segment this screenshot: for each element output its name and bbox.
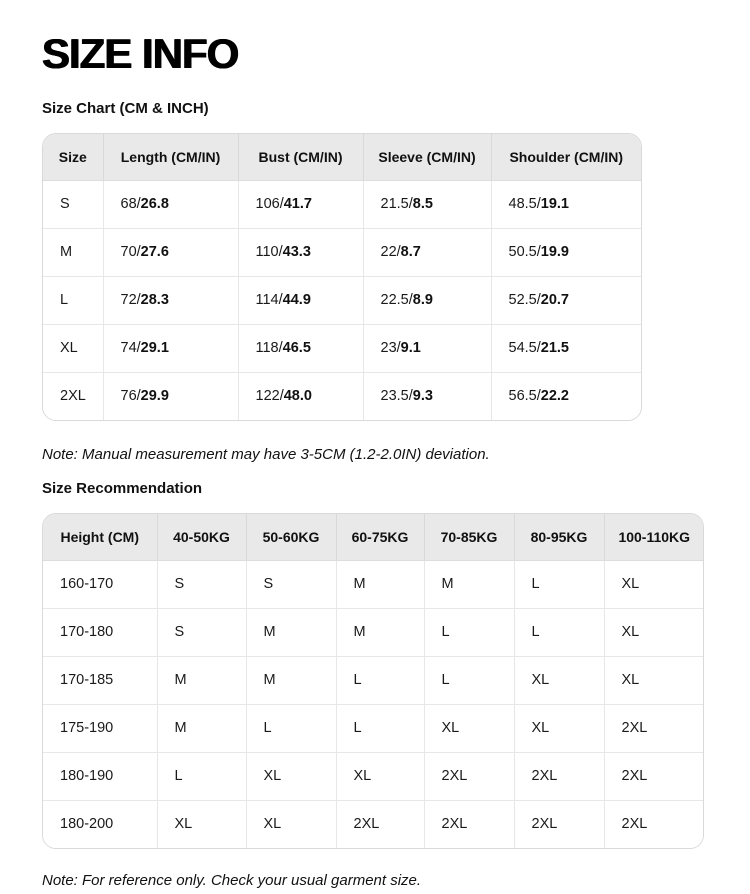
recommended-size-cell: M	[336, 608, 424, 656]
inch-value: 44.9	[282, 292, 311, 309]
size-recommendation-column-header: 40-50KG	[157, 514, 246, 560]
size-recommendation-table	[42, 513, 704, 849]
height-range-cell: 180-200	[43, 800, 157, 848]
size-label-cell: XL	[43, 324, 103, 372]
recommended-size-cell: XL	[604, 608, 704, 656]
size-chart-heading: Size Chart (CM & INCH)	[42, 100, 209, 118]
page-title: SIZE INFO	[42, 30, 239, 77]
size-recommendation-column-header: 100-110KG	[604, 514, 704, 560]
recommended-size-cell: 2XL	[604, 752, 704, 800]
inch-value: 28.3	[140, 292, 169, 309]
size-chart-column-header: Shoulder (CM/IN)	[491, 134, 641, 180]
recommended-size-cell: L	[424, 656, 514, 704]
inch-value: 29.1	[140, 340, 169, 357]
measurement-cell: 114/44.9	[238, 276, 363, 324]
recommended-size-cell: L	[157, 752, 246, 800]
size-chart-row	[43, 228, 641, 276]
recommended-size-cell: XL	[514, 704, 604, 752]
measurement-cell: 54.5/21.5	[491, 324, 641, 372]
recommended-size-cell: L	[336, 656, 424, 704]
measurement-cell: 48.5/19.1	[491, 180, 641, 228]
measurement-cell: 76/29.9	[103, 372, 238, 420]
size-recommendation-note: Note: For reference only. Check your usual garment size.	[42, 872, 422, 890]
inch-value: 48.0	[283, 388, 312, 405]
measurement-cell: 110/43.3	[238, 228, 363, 276]
inch-value: 20.7	[540, 292, 569, 309]
size-recommendation-column-header: 50-60KG	[246, 514, 336, 560]
inch-value: 8.5	[412, 196, 433, 213]
inch-value: 21.5	[540, 340, 569, 357]
recommended-size-cell: 2XL	[514, 752, 604, 800]
recommended-size-cell: M	[246, 656, 336, 704]
recommended-size-cell: L	[424, 608, 514, 656]
measurement-cell: 52.5/20.7	[491, 276, 641, 324]
size-chart-column-header: Sleeve (CM/IN)	[363, 134, 491, 180]
recommended-size-cell: M	[157, 704, 246, 752]
recommended-size-cell: S	[157, 560, 246, 608]
inch-value: 19.1	[540, 196, 569, 213]
size-recommendation-column-header: 60-75KG	[336, 514, 424, 560]
recommended-size-cell: L	[246, 704, 336, 752]
recommended-size-cell: XL	[424, 704, 514, 752]
size-chart-row	[43, 276, 641, 324]
recommended-size-cell: L	[514, 608, 604, 656]
size-recommendation-heading: Size Recommendation	[42, 480, 203, 498]
measurement-cell: 72/28.3	[103, 276, 238, 324]
size-recommendation-column-header: 70-85KG	[424, 514, 514, 560]
measurement-cell: 106/41.7	[238, 180, 363, 228]
inch-value: 9.3	[412, 388, 433, 405]
recommended-size-cell: L	[336, 704, 424, 752]
inch-value: 27.6	[140, 244, 169, 261]
recommended-size-cell: 2XL	[604, 704, 704, 752]
inch-value: 46.5	[282, 340, 311, 357]
measurement-cell: 22.5/8.9	[363, 276, 491, 324]
size-recommendation-row	[43, 560, 704, 608]
size-chart-column-header: Length (CM/IN)	[103, 134, 238, 180]
height-range-cell: 180-190	[43, 752, 157, 800]
measurement-cell: 74/29.1	[103, 324, 238, 372]
inch-value: 19.9	[540, 244, 569, 261]
size-recommendation-row	[43, 752, 704, 800]
inch-value: 8.9	[412, 292, 433, 309]
measurement-cell: 56.5/22.2	[491, 372, 641, 420]
measurement-cell: 122/48.0	[238, 372, 363, 420]
measurement-cell: 21.5/8.5	[363, 180, 491, 228]
recommended-size-cell: XL	[604, 656, 704, 704]
inch-value: 8.7	[400, 244, 421, 261]
size-recommendation-row	[43, 608, 704, 656]
inch-value: 9.1	[400, 340, 421, 357]
size-recommendation-row	[43, 656, 704, 704]
inch-value: 26.8	[140, 196, 169, 213]
recommended-size-cell: XL	[246, 752, 336, 800]
recommended-size-cell: S	[246, 560, 336, 608]
size-recommendation-header-row	[43, 514, 704, 560]
inch-value: 41.7	[283, 196, 312, 213]
size-recommendation-column-header: Height (CM)	[43, 514, 157, 560]
size-recommendation-row	[43, 800, 704, 848]
recommended-size-cell: XL	[604, 560, 704, 608]
size-chart-row	[43, 180, 641, 228]
size-recommendation-column-header: 80-95KG	[514, 514, 604, 560]
size-chart-note: Note: Manual measurement may have 3-5CM (1.2-2.0IN) deviation.	[42, 446, 490, 464]
recommended-size-cell: M	[336, 560, 424, 608]
height-range-cell: 160-170	[43, 560, 157, 608]
recommended-size-cell: 2XL	[604, 800, 704, 848]
size-label-cell: M	[43, 228, 103, 276]
size-chart-row	[43, 324, 641, 372]
recommended-size-cell: M	[246, 608, 336, 656]
recommended-size-cell: XL	[514, 656, 604, 704]
recommended-size-cell: 2XL	[336, 800, 424, 848]
measurement-cell: 22/8.7	[363, 228, 491, 276]
recommended-size-cell: XL	[336, 752, 424, 800]
inch-value: 43.3	[282, 244, 311, 261]
height-range-cell: 170-180	[43, 608, 157, 656]
size-chart-column-header: Size	[43, 134, 103, 180]
measurement-cell: 118/46.5	[238, 324, 363, 372]
size-label-cell: 2XL	[43, 372, 103, 420]
measurement-cell: 23.5/9.3	[363, 372, 491, 420]
measurement-cell: 68/26.8	[103, 180, 238, 228]
measurement-cell: 70/27.6	[103, 228, 238, 276]
recommended-size-cell: 2XL	[424, 800, 514, 848]
inch-value: 22.2	[540, 388, 569, 405]
recommended-size-cell: M	[157, 656, 246, 704]
size-chart-table	[42, 133, 642, 421]
recommended-size-cell: 2XL	[424, 752, 514, 800]
inch-value: 29.9	[140, 388, 169, 405]
size-chart-row	[43, 372, 641, 420]
height-range-cell: 175-190	[43, 704, 157, 752]
size-chart-header-row	[43, 134, 641, 180]
recommended-size-cell: L	[514, 560, 604, 608]
recommended-size-cell: XL	[157, 800, 246, 848]
measurement-cell: 23/9.1	[363, 324, 491, 372]
recommended-size-cell: M	[424, 560, 514, 608]
size-chart-column-header: Bust (CM/IN)	[238, 134, 363, 180]
size-label-cell: S	[43, 180, 103, 228]
measurement-cell: 50.5/19.9	[491, 228, 641, 276]
size-label-cell: L	[43, 276, 103, 324]
recommended-size-cell: 2XL	[514, 800, 604, 848]
height-range-cell: 170-185	[43, 656, 157, 704]
size-recommendation-row	[43, 704, 704, 752]
recommended-size-cell: XL	[246, 800, 336, 848]
recommended-size-cell: S	[157, 608, 246, 656]
